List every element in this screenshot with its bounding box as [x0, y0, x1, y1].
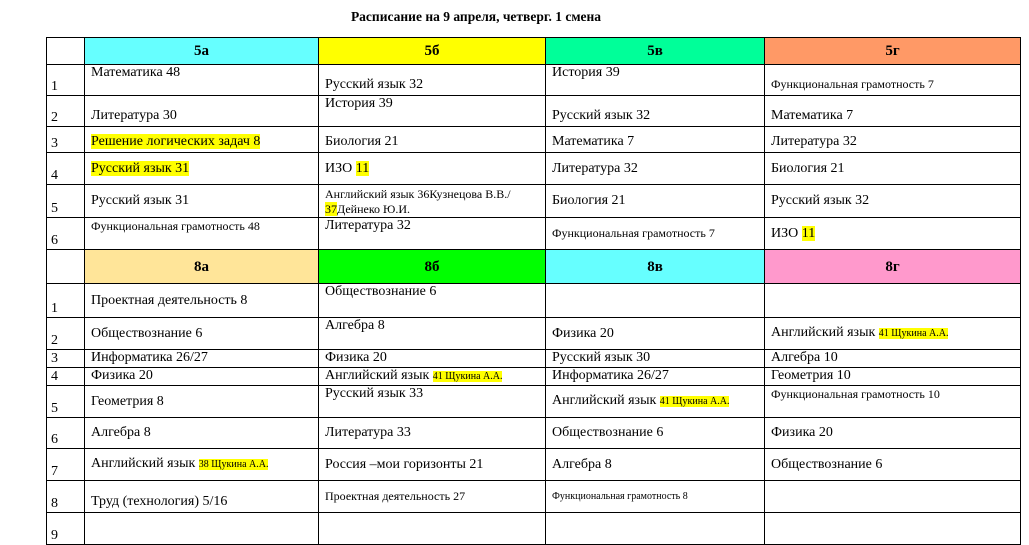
lesson-number: 4 — [47, 368, 85, 386]
table-row — [47, 284, 1021, 318]
header-row-5 — [47, 38, 1021, 65]
cell-5b-3: Биология 21 — [319, 127, 546, 153]
table-row — [47, 153, 1021, 185]
cell-5g-6-subject: ИЗО — [771, 225, 799, 241]
table-row — [47, 513, 1021, 545]
lesson-number: 1 — [47, 65, 85, 96]
cell-5b-6: Литература 32 — [319, 218, 546, 250]
cell-8v-8: Функциональная грамотность 8 — [552, 491, 688, 502]
lesson-number: 4 — [47, 153, 85, 185]
cell-8v-1 — [546, 284, 765, 318]
table-row — [47, 368, 1021, 386]
cell-5v-1: История 39 — [546, 65, 765, 96]
class-header-8g: 8г — [765, 250, 1021, 284]
cell-8b-4-subject: Английский язык — [325, 368, 430, 383]
cell-8a-3: Информатика 26/27 — [85, 350, 319, 368]
lesson-number: 6 — [47, 218, 85, 250]
cell-5a-4: Русский язык 31 — [91, 160, 190, 176]
cell-8b-6: Литература 33 — [319, 418, 546, 449]
cell-5b-1: Русский язык 32 — [319, 65, 546, 96]
cell-5b-2: История 39 — [319, 96, 546, 127]
class-header-8b: 8б — [319, 250, 546, 284]
table-row — [47, 218, 1021, 250]
cell-8g-8 — [765, 481, 1021, 513]
table-row — [47, 449, 1021, 481]
lesson-number: 2 — [47, 96, 85, 127]
table-row — [47, 318, 1021, 350]
cell-5g-4: Биология 21 — [765, 153, 1021, 185]
cell-5g-6-room: 11 — [801, 225, 816, 241]
cell-5b-4-subject: ИЗО — [325, 160, 353, 176]
cell-5a-6: Функциональная грамотность 48 — [91, 219, 260, 233]
cell-8a-7-subject: Английский язык — [91, 456, 196, 471]
cell-5a-3: Решение логических задач 8 — [91, 134, 261, 149]
cell-5b-5 — [319, 185, 546, 218]
table-row — [47, 418, 1021, 449]
cell-5a-5: Русский язык 31 — [85, 185, 319, 218]
lesson-number: 1 — [47, 284, 85, 318]
cell-5g-2: Математика 7 — [765, 96, 1021, 127]
lesson-number: 8 — [47, 481, 85, 513]
cell-8a-6: Алгебра 8 — [85, 418, 319, 449]
cell-8v-3: Русский язык 30 — [546, 350, 765, 368]
cell-5b-5-teacher: Дейнеко Ю.И. — [337, 202, 411, 216]
cell-8g-2-subject: Английский язык — [771, 325, 876, 340]
cell-8g-5: Функциональная грамотность 10 — [771, 387, 940, 401]
class-header-8a: 8а — [85, 250, 319, 284]
cell-8a-2: Обществознание 6 — [85, 318, 319, 350]
cell-8a-8: Труд (технология) 5/16 — [85, 481, 319, 513]
class-header-5b: 5б — [319, 38, 546, 65]
cell-8g-7: Обществознание 6 — [765, 449, 1021, 481]
cell-8g-3: Алгебра 10 — [765, 350, 1021, 368]
cell-8a-5: Геометрия 8 — [85, 386, 319, 418]
lesson-number: 5 — [47, 386, 85, 418]
table-row — [47, 350, 1021, 368]
class-header-8v: 8в — [546, 250, 765, 284]
table-row — [47, 127, 1021, 153]
cell-8v-2: Физика 20 — [546, 318, 765, 350]
table-row — [47, 65, 1021, 96]
cell-8b-5: Русский язык 33 — [319, 386, 546, 418]
cell-5g-5: Русский язык 32 — [765, 185, 1021, 218]
cell-8v-5-subject: Английский язык — [552, 393, 657, 408]
table-row — [47, 386, 1021, 418]
cell-8b-2: Алгебра 8 — [319, 318, 546, 350]
cell-5v-6: Функциональная грамотность 7 — [552, 226, 715, 240]
cell-8b-1: Обществознание 6 — [319, 284, 546, 318]
cell-8b-3: Физика 20 — [319, 350, 546, 368]
cell-8g-1 — [765, 284, 1021, 318]
header-row-8 — [47, 250, 1021, 284]
cell-8g-9 — [765, 513, 1021, 545]
lesson-number: 3 — [47, 350, 85, 368]
cell-5b-4-room: 11 — [355, 160, 370, 176]
cell-8v-7: Алгебра 8 — [546, 449, 765, 481]
corner-cell — [47, 38, 85, 65]
cell-5v-5: Биология 21 — [546, 185, 765, 218]
cell-8a-1: Проектная деятельность 8 — [85, 284, 319, 318]
schedule-table — [46, 37, 1021, 545]
lesson-number: 9 — [47, 513, 85, 545]
table-row — [47, 96, 1021, 127]
cell-8g-6: Физика 20 — [765, 418, 1021, 449]
cell-8a-9 — [85, 513, 319, 545]
cell-5v-3: Математика 7 — [546, 127, 765, 153]
class-header-5g: 5г — [765, 38, 1021, 65]
table-row — [47, 185, 1021, 218]
cell-5g-1: Функциональная грамотность 7 — [771, 77, 934, 91]
cell-8b-8: Проектная деятельность 27 — [325, 489, 466, 503]
cell-8a-4: Физика 20 — [85, 368, 319, 386]
lesson-number: 5 — [47, 185, 85, 218]
lesson-number: 6 — [47, 418, 85, 449]
class-header-5v: 5в — [546, 38, 765, 65]
page-title: Расписание на 9 апреля, четверг. 1 смена — [350, 9, 602, 24]
cell-5a-1: Математика 48 — [85, 65, 319, 96]
cell-5a-2: Литература 30 — [85, 96, 319, 127]
cell-8v-5-room: 41 Щукина А.А. — [659, 396, 730, 407]
class-header-5a: 5а — [85, 38, 319, 65]
cell-8v-9 — [546, 513, 765, 545]
cell-5g-3: Литература 32 — [765, 127, 1021, 153]
cell-8v-6: Обществознание 6 — [546, 418, 765, 449]
cell-8g-2-room: 41 Щукина А.А. — [878, 328, 949, 339]
cell-8b-7: Россия –мои горизонты 21 — [319, 449, 546, 481]
cell-5b-5-line1: Английский язык 36Кузнецова В.В./ — [325, 187, 511, 201]
lesson-number: 2 — [47, 318, 85, 350]
cell-5v-2: Русский язык 32 — [546, 96, 765, 127]
cell-8v-4: Информатика 26/27 — [546, 368, 765, 386]
lesson-number: 7 — [47, 449, 85, 481]
lesson-number: 3 — [47, 127, 85, 153]
corner-cell — [47, 250, 85, 284]
cell-8b-9 — [319, 513, 546, 545]
cell-8a-7-room: 38 Щукина А.А. — [198, 459, 269, 470]
cell-8b-4-room: 41 Щукина А.А. — [432, 371, 503, 382]
cell-8g-4: Геометрия 10 — [765, 368, 1021, 386]
cell-5v-4: Литература 32 — [546, 153, 765, 185]
cell-5b-5-room: 37 — [325, 202, 337, 216]
table-row — [47, 481, 1021, 513]
